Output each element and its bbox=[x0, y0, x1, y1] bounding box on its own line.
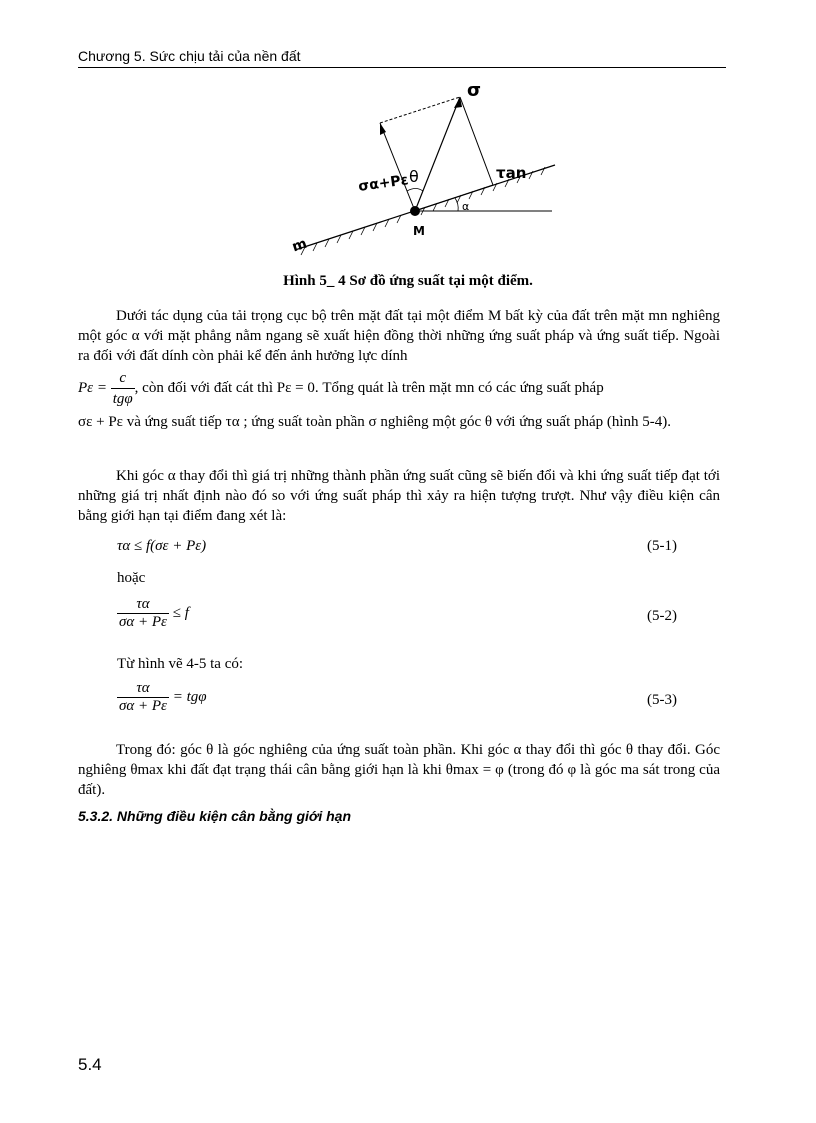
hoac-text: hoặc bbox=[117, 570, 146, 586]
eq1-number: (5-1) bbox=[647, 538, 677, 554]
equation-5-2 bbox=[117, 596, 677, 631]
section-title: 5.3.2. Những điều kiện cân bằng giới hạn bbox=[78, 808, 351, 824]
theta-arc bbox=[407, 189, 423, 192]
pe-text: , còn đối với đất cát thì Pε = 0. Tổng quát là trên mặt mn có các ứng suất pháp bbox=[134, 379, 604, 396]
alpha-arc bbox=[455, 198, 458, 211]
label-tau: τan bbox=[496, 164, 527, 182]
equation-5-3 bbox=[117, 680, 677, 715]
eq2-number: (5-2) bbox=[647, 608, 677, 624]
page-number: 5.4 bbox=[78, 1055, 102, 1074]
eq3-bottom: σα + Pε bbox=[119, 698, 167, 714]
label-alpha: α bbox=[462, 200, 470, 213]
paragraph-3: Trong đó: góc θ là góc nghiêng của ứng suất toàn phần. Khi góc α thay đổi thì góc θ thay đổi. Góc nghiêng θmax khi đất đạt trạng thái cân bằng giới hạn là khi θmax = φ (trong đó φ là góc ma sát trong của đất). bbox=[78, 742, 720, 798]
eq3-rhs: = tgφ bbox=[172, 688, 207, 705]
label-sigma: σ bbox=[467, 80, 482, 101]
pe-fraction bbox=[111, 368, 135, 409]
eq3-fraction bbox=[117, 680, 169, 715]
pe-frac-top: c bbox=[111, 368, 135, 389]
label-normal-stress: σα+Pε bbox=[357, 172, 410, 195]
point-m-marker bbox=[410, 206, 420, 216]
paragraph-2: Khi góc α thay đổi thì giá trị những thành phần ứng suất cũng sẽ biến đổi và khi ứng suất tiếp đạt tới những giá trị nhất định nào đó so với ứng suất pháp thì xảy ra hiện tượng trượt. Như vậy điều kiện cân bằng giới hạn tại điểm đang xét là: bbox=[78, 468, 720, 524]
eq2-bottom: σα + Pε bbox=[119, 614, 167, 630]
eq2-rhs: ≤ f bbox=[172, 604, 189, 621]
arrowhead-normal bbox=[380, 123, 386, 135]
eq2-top: τα bbox=[117, 596, 169, 614]
total-stress-arrow bbox=[415, 97, 460, 211]
eq3-number: (5-3) bbox=[647, 692, 677, 708]
equation-5-1 bbox=[117, 538, 677, 555]
eq1-expression: τα ≤ f(σε + Pε) bbox=[117, 538, 207, 554]
shear-stress-arrow bbox=[415, 185, 493, 211]
label-theta: θ bbox=[409, 167, 419, 186]
chapter-header: Chương 5. Sức chịu tải của nền đất bbox=[78, 48, 726, 68]
label-m-point: M bbox=[413, 224, 425, 238]
paragraph-1: Dưới tác dụng của tải trọng cục bộ trên mặt đất tại một điểm M bất kỳ của đất trên mặt mn nghiêng một góc α với mặt phẳng nằm ngang sẽ xuất hiện đồng thời những ứng suất pháp và ứng suất tiếp. Ngoài ra đối với đất dính còn phải kể đến ảnh hưởng lực dính bbox=[78, 308, 720, 364]
eq3-top: τα bbox=[117, 680, 169, 698]
from-figure-text: Từ hình vẽ 4-5 ta có: bbox=[117, 656, 244, 672]
stress-diagram bbox=[270, 80, 570, 265]
paragraph-1-formula-line bbox=[78, 368, 720, 409]
eq2-fraction bbox=[117, 596, 169, 631]
pe-lhs: Pε = bbox=[78, 379, 107, 396]
paragraph-1-continued: σε + Pε và ứng suất tiếp τα ; ứng suất toàn phần σ nghiêng một góc θ với ứng suất pháp (hình 5-4). bbox=[78, 414, 672, 430]
label-m-plane: m bbox=[290, 235, 309, 256]
figure-caption: Hình 5_ 4 Sơ đồ ứng suất tại một điểm. bbox=[283, 273, 533, 289]
pe-frac-bottom: tgφ bbox=[112, 391, 133, 407]
